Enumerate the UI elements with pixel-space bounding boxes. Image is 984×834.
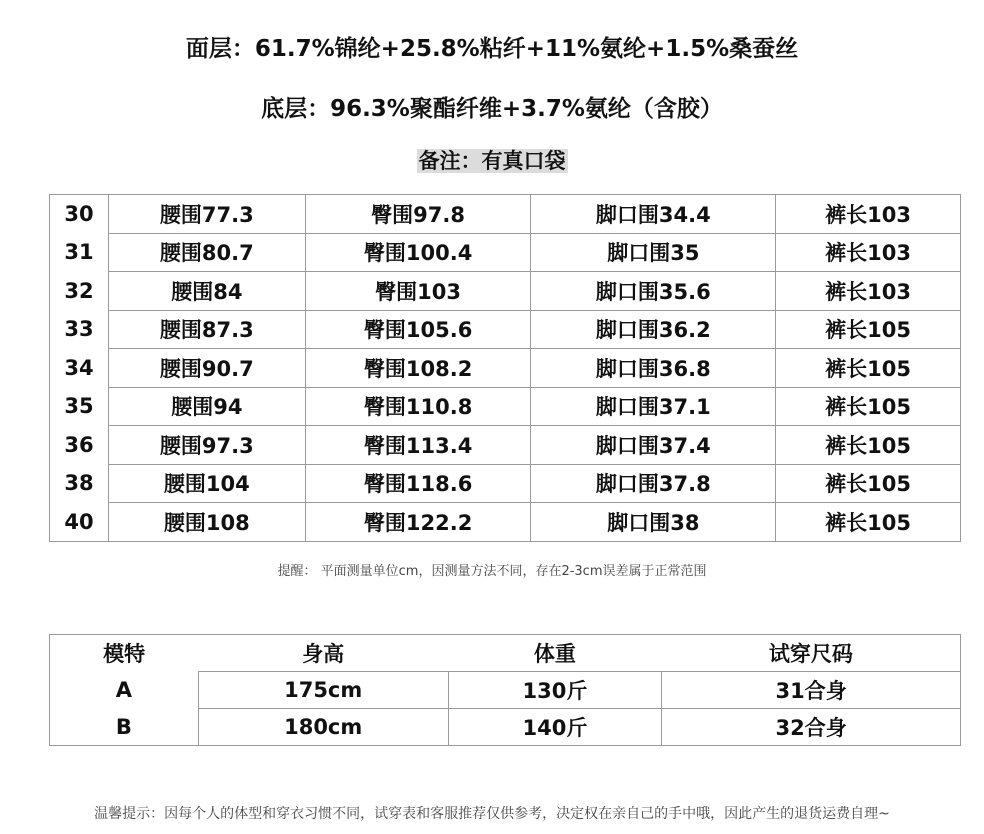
hip-cell: 臀围122.2	[305, 503, 531, 542]
waist-cell: 腰围108	[108, 503, 305, 542]
waist-cell: 腰围80.7	[108, 233, 305, 272]
size-cell: 31	[50, 233, 109, 272]
size-cell: 33	[50, 310, 109, 349]
waist-cell: 腰围94	[108, 387, 305, 426]
hip-cell: 臀围105.6	[305, 310, 531, 349]
table-row	[50, 387, 961, 426]
waist-cell: 腰围77.3	[108, 195, 305, 234]
weight-cell: 140斤	[448, 709, 662, 746]
waist-cell: 腰围87.3	[108, 310, 305, 349]
column-header: 模特	[50, 635, 199, 672]
size-cell: 30	[50, 195, 109, 234]
waist-cell: 腰围90.7	[108, 349, 305, 388]
weight-cell: 130斤	[448, 672, 662, 709]
hem-cell: 脚口围34.4	[531, 195, 776, 234]
length-cell: 裤长105	[776, 310, 961, 349]
table-header-row	[50, 635, 961, 672]
remark-text: 备注：有真口袋	[418, 149, 566, 173]
table-row	[50, 709, 961, 746]
hem-cell: 脚口围37.8	[531, 464, 776, 503]
fit-size-cell: 31合身	[662, 672, 961, 709]
hem-cell: 脚口围38	[531, 503, 776, 542]
length-cell: 裤长105	[776, 503, 961, 542]
footer-tip: 温馨提示：因每个人的体型和穿衣习惯不同，试穿表和客服推荐仅供参考，决定权在亲自己的手中哦，因此产生的退货运费自理~	[94, 806, 890, 822]
height-cell: 175cm	[198, 672, 448, 709]
table-row	[50, 672, 961, 709]
size-cell: 32	[50, 272, 109, 311]
table-row	[50, 426, 961, 465]
hem-cell: 脚口围35.6	[531, 272, 776, 311]
column-header: 试穿尺码	[662, 635, 961, 672]
model-table	[49, 634, 961, 746]
size-table	[49, 194, 961, 542]
length-cell: 裤长105	[776, 387, 961, 426]
table-row	[50, 349, 961, 388]
measurement-note: 提醒： 平面测量单位cm，因测量方法不同，存在2-3cm误差属于正常范围	[277, 564, 707, 579]
hem-cell: 脚口围36.8	[531, 349, 776, 388]
length-cell: 裤长105	[776, 464, 961, 503]
hip-cell: 臀围103	[305, 272, 531, 311]
table-row	[50, 233, 961, 272]
length-cell: 裤长103	[776, 233, 961, 272]
height-cell: 180cm	[198, 709, 448, 746]
table-row	[50, 195, 961, 234]
hip-cell: 臀围100.4	[305, 233, 531, 272]
table-row	[50, 310, 961, 349]
hem-cell: 脚口围35	[531, 233, 776, 272]
waist-cell: 腰围104	[108, 464, 305, 503]
size-cell: 36	[50, 426, 109, 465]
size-cell: 38	[50, 464, 109, 503]
length-cell: 裤长103	[776, 272, 961, 311]
size-cell: 35	[50, 387, 109, 426]
waist-cell: 腰围97.3	[108, 426, 305, 465]
column-header: 身高	[198, 635, 448, 672]
hip-cell: 臀围118.6	[305, 464, 531, 503]
hip-cell: 臀围108.2	[305, 349, 531, 388]
remark-line	[0, 145, 984, 175]
length-cell: 裤长105	[776, 349, 961, 388]
waist-cell: 腰围84	[108, 272, 305, 311]
table-row	[50, 272, 961, 311]
hip-cell: 臀围113.4	[305, 426, 531, 465]
hip-cell: 臀围97.8	[305, 195, 531, 234]
hip-cell: 臀围110.8	[305, 387, 531, 426]
model-cell: B	[50, 709, 199, 746]
hem-cell: 脚口围37.4	[531, 426, 776, 465]
hem-cell: 脚口围37.1	[531, 387, 776, 426]
length-cell: 裤长103	[776, 195, 961, 234]
size-cell: 34	[50, 349, 109, 388]
fabric-inner-layer: 底层：96.3%聚酯纤维+3.7%氨纶（含胶）	[261, 96, 723, 122]
fabric-outer-layer: 面层：61.7%锦纶+25.8%粘纤+11%氨纶+1.5%桑蚕丝	[185, 36, 799, 62]
size-cell: 40	[50, 503, 109, 542]
fit-size-cell: 32合身	[662, 709, 961, 746]
table-row	[50, 464, 961, 503]
table-row	[50, 503, 961, 542]
column-header: 体重	[448, 635, 662, 672]
length-cell: 裤长105	[776, 426, 961, 465]
model-cell: A	[50, 672, 199, 709]
hem-cell: 脚口围36.2	[531, 310, 776, 349]
